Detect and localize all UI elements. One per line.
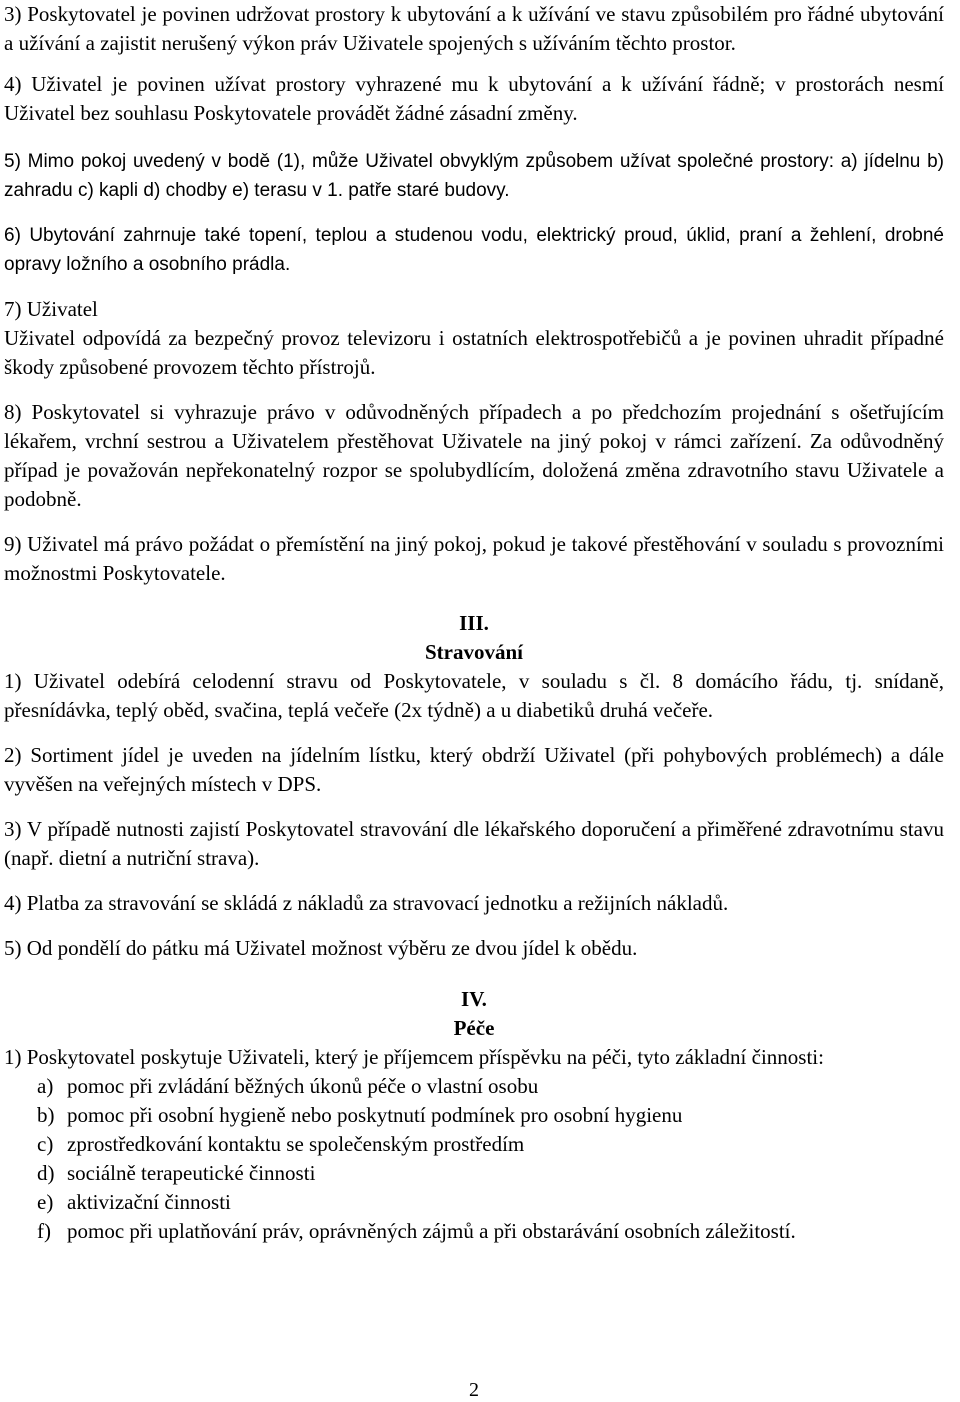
list-item (4, 1159, 944, 1188)
list-text: sociálně terapeutické činnosti (67, 1161, 316, 1185)
list-item (4, 1188, 944, 1217)
list-item (4, 1072, 944, 1101)
paragraph-8: 8) Poskytovatel si vyhrazuje právo v odůvodněných případech a po předchozím projednání s ošetřujícím lékařem, vrchní sestrou a Uživatelem přestěhovat Uživatele na jiný pokoj v rámci zařízení. Za odůvodněný případ je považován nepřekonatelný rozpor se spolubydlícím, doložená změna zdravotního stavu Uživatele a podobně. (4, 400, 944, 511)
list-text: pomoc při osobní hygieně nebo poskytnutí podmínek pro osobní hygienu (67, 1103, 683, 1127)
section-3-number: III. (459, 611, 489, 635)
list-item (4, 1217, 944, 1246)
section-4 (4, 985, 944, 1246)
list-text: pomoc při zvládání běžných úkonů péče o vlastní osobu (67, 1074, 539, 1098)
list-text: aktivizační činnosti (67, 1190, 231, 1214)
section-3 (4, 609, 944, 963)
section-3-paragraph-2: 2) Sortiment jídel je uveden na jídelním lístku, který obdrží Uživatel (při pohybových problémech) a dále vyvěšen na veřejných místech v DPS. (4, 743, 944, 796)
section-3-paragraph-3: 3) V případě nutnosti zajistí Poskytovatel stravování dle lékařského doporučení a přiměřené zdravotnímu stavu (např. dietní a nutriční strava). (4, 817, 944, 870)
paragraph-7-heading: 7) Uživatel (4, 297, 98, 321)
paragraph-6: 6) Ubytování zahrnuje také topení, teplou a studenou vodu, elektrický proud, úklid, praní a žehlení, drobné opravy ložního a osobního prádla. (4, 225, 944, 275)
list-marker: f) (37, 1219, 51, 1243)
section-3-paragraph-1: 1) Uživatel odebírá celodenní stravu od Poskytovatele, v souladu s čl. 8 domácího řádu, tj. snídaně, přesnídávka, teplý oběd, svačina, teplá večeře (2x týdně) a u diabetiků druhá večeře. (4, 669, 944, 722)
paragraph-3: 3) Poskytovatel je povinen udržovat prostory k ubytování a k užívání ve stavu způsobilém pro řádné ubytování a užívání a zajistit nerušený výkon práv Uživatele spojených s užíváním těchto prostor. (4, 2, 944, 55)
list-marker: d) (37, 1161, 55, 1185)
section-3-paragraph-5: 5) Od pondělí do pátku má Uživatel možnost výběru ze dvou jídel k obědu. (4, 936, 638, 960)
list-marker: c) (37, 1132, 54, 1156)
list-item (4, 1101, 944, 1130)
document-page (4, 0, 944, 1246)
paragraph-5: 5) Mimo pokoj uvedený v bodě (1), může Uživatel obvyklým způsobem užívat společné prostory: a) jídelnu b) zahradu c) kapli d) chodby e) terasu v 1. patře staré budovy. (4, 151, 944, 201)
list-marker: b) (37, 1103, 55, 1127)
paragraph-4: 4) Uživatel je povinen užívat prostory vyhrazené mu k ubytování a k užívání řádně; v prostorách nesmí Uživatel bez souhlasu Poskytovatele provádět žádné zásadní změny. (4, 72, 944, 125)
paragraph-9: 9) Uživatel má právo požádat o přemístění na jiný pokoj, pokud je takové přestěhování v souladu s provozními možnostmi Poskytovatele. (4, 532, 944, 585)
page-number: 2 (469, 1379, 479, 1401)
paragraph-7-body: Uživatel odpovídá za bezpečný provoz televizoru i ostatních elektrospotřebičů a je povinen uhradit případné škody způsobené provozem těchto přístrojů. (4, 326, 944, 379)
list-item (4, 1130, 944, 1159)
care-activities-list (4, 1072, 944, 1246)
list-marker: a) (37, 1074, 54, 1098)
section-3-title: Stravování (424, 640, 523, 664)
list-marker: e) (37, 1190, 54, 1214)
section-3-paragraph-4: 4) Platba za stravování se skládá z nákladů za stravovací jednotku a režijních nákladů. (4, 891, 729, 915)
list-text: pomoc při uplatňování práv, oprávněných zájmů a při obstarávání osobních záležitostí. (67, 1219, 796, 1243)
section-4-number: IV. (461, 987, 487, 1011)
list-text: zprostředkování kontaktu se společenským prostředím (67, 1132, 525, 1156)
section-4-paragraph-1: 1) Poskytovatel poskytuje Uživateli, který je příjemcem příspěvku na péči, tyto základní činnosti: (4, 1045, 824, 1069)
section-4-title: Péče (453, 1016, 495, 1040)
